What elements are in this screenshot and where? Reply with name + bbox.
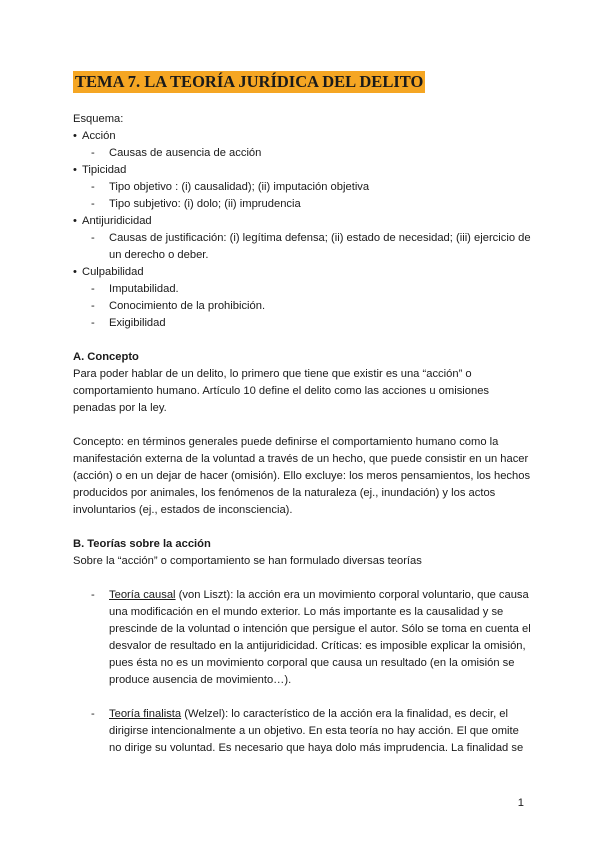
theory-text: (Welzel): lo característico de la acción era la finalidad, es decir, el — [181, 708, 509, 720]
outline-item: Antijuridicidad — [82, 215, 152, 227]
paragraph-line: comportamiento humano. Artículo 10 define el delito como las acciones u omisiones — [73, 385, 490, 397]
paragraph-line: dirigirse intencionalmente a un objetivo. En esta teoría no hay acción. El que omite — [109, 725, 519, 737]
dash-icon: - — [91, 300, 95, 312]
dash-icon: - — [91, 317, 95, 329]
dash-icon: - — [91, 283, 95, 295]
dash-icon: - — [91, 198, 95, 210]
paragraph-line: una modificación en el mundo exterior. Lo más importante es la causalidad y se — [109, 606, 504, 618]
section-heading: B. Teorías sobre la acción — [73, 538, 211, 550]
theory-text: (von Liszt): la acción era un movimiento corporal voluntario, que causa — [175, 589, 529, 601]
paragraph-line: involuntarios (ej., estados de inconsciencia). — [73, 504, 293, 516]
theory-term: Teoría finalista — [109, 708, 182, 720]
outline-subitem: Imputabilidad. — [109, 283, 179, 295]
bullet-icon: • — [73, 266, 77, 278]
esquema-label: Esquema: — [73, 113, 124, 125]
outline-subitem: Exigibilidad — [109, 317, 166, 329]
dash-icon: - — [91, 181, 95, 193]
bullet-icon: • — [73, 130, 77, 142]
bullet-icon: • — [73, 215, 77, 227]
outline-subitem: Tipo objetivo : (i) causalidad); (ii) imputación objetiva — [109, 181, 370, 193]
paragraph-line: prescinde de la voluntad o intención que persigue el autor. Sólo se toma en cuenta el — [109, 623, 531, 635]
outline-subitem: Conocimiento de la prohibición. — [109, 300, 266, 312]
paragraph-line: Para poder hablar de un delito, lo primero que tiene que existir es una “acción” o — [73, 368, 472, 380]
dash-icon: - — [91, 232, 95, 244]
outline-subitem: un derecho o deber. — [109, 249, 209, 261]
bullet-icon: • — [73, 164, 77, 176]
outline-item: Acción — [82, 130, 116, 142]
outline-subitem: Causas de justificación: (i) legítima defensa; (ii) estado de necesidad; (iii) ejercicio de — [109, 232, 531, 244]
paragraph-line: no dirige su voluntad. Es necesario que haya dolo más imprudencia. La finalidad se — [109, 742, 524, 754]
theory-item — [109, 706, 508, 723]
section-heading: A. Concepto — [73, 351, 139, 363]
theory-item — [109, 587, 529, 604]
dash-icon: - — [91, 147, 95, 159]
paragraph-line: (acción) o en un dejar de hacer (omisión). Ello excluye: los meros pensamientos, los hechos — [73, 470, 531, 482]
paragraph-line: manifestación externa de la voluntad a través de un hecho, que puede consistir en un hacer — [73, 453, 529, 465]
outline-item: Tipicidad — [82, 164, 127, 176]
paragraph-line: producidos por animales, los fenómenos de la naturaleza (ej., inundación) y los actos — [73, 487, 496, 499]
theory-term: Teoría causal — [109, 589, 176, 601]
page-title: TEMA 7. LA TEORÍA JURÍDICA DEL DELITO — [75, 72, 424, 91]
outline-subitem: Causas de ausencia de acción — [109, 147, 262, 159]
paragraph-line: Sobre la “acción” o comportamiento se han formulado diversas teorías — [73, 555, 422, 567]
outline-subitem: Tipo subjetivo: (i) dolo; (ii) imprudencia — [109, 198, 301, 210]
page-number: 1 — [517, 797, 524, 809]
paragraph-line: desvalor de resultado en la antijuridicidad. Críticas: es imposible explicar la omisión, — [109, 640, 526, 652]
paragraph-line: penadas por la ley. — [73, 402, 167, 414]
paragraph-line: Concepto: en términos generales puede definirse el comportamiento humano como la — [73, 436, 499, 448]
paragraph-line: pues ésta no es un movimiento corporal que causa un resultado (en la omisión se — [109, 657, 515, 669]
dash-icon: - — [91, 589, 95, 601]
dash-icon: - — [91, 708, 95, 720]
outline-item: Culpabilidad — [82, 266, 144, 278]
paragraph-line: produce ausencia de movimiento…). — [109, 674, 292, 686]
